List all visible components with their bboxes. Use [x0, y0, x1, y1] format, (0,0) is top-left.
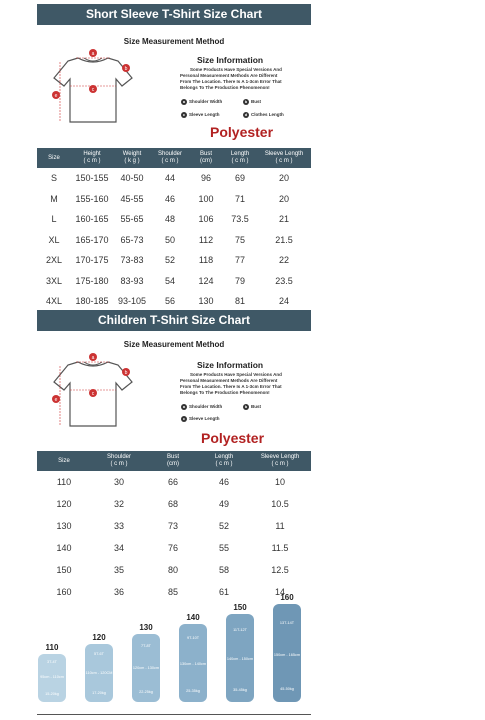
table-cell: 124 — [198, 275, 214, 286]
legend-key: c — [182, 112, 186, 117]
table-cell: 69 — [234, 173, 245, 184]
header-cell — [189, 148, 223, 168]
table-cell: 55 — [218, 543, 229, 553]
header-cell — [257, 148, 311, 168]
table-row — [37, 230, 311, 251]
info-line: Personal Measurement Methods Are Different — [180, 378, 278, 383]
table-cell: 46 — [218, 477, 229, 487]
legend-key: a — [182, 99, 186, 104]
legend-text: Shoulder Width — [189, 99, 223, 105]
header-cell — [147, 451, 199, 471]
age-bar-size: 160 — [280, 593, 294, 602]
table-cell: 21.5 — [275, 234, 293, 245]
adult-size-info-text — [180, 67, 310, 91]
table-row — [37, 189, 311, 210]
table-cell: 23.5 — [275, 275, 293, 286]
children-tshirt-diagram — [48, 350, 138, 432]
table-cell: 44 — [164, 173, 175, 184]
table-cell: 140 — [56, 543, 72, 553]
age-bar-age: 9T-10T — [186, 636, 200, 641]
table-cell: 79 — [234, 275, 245, 286]
header-cell — [37, 451, 91, 471]
age-bar-age: 13T-14T — [279, 620, 295, 625]
table-cell: 100 — [198, 193, 214, 204]
table-cell: 80 — [167, 565, 178, 575]
adult-table-header — [37, 148, 311, 168]
age-bar-age: 7T-8T — [141, 643, 151, 648]
table-cell: 34 — [113, 543, 124, 553]
age-bar-weight: 15-20kg — [45, 692, 59, 697]
children-chart-title: Children T-Shirt Size Chart — [37, 310, 311, 331]
info-line: From The Location. There Is A 1-3cm Error That — [180, 384, 282, 389]
header-unit: (cm) — [200, 158, 212, 164]
table-cell: 66 — [167, 477, 178, 487]
header-cell — [71, 148, 113, 168]
adult-legend-c — [181, 112, 220, 118]
header-label: Length — [230, 151, 250, 157]
table-cell: 30 — [113, 477, 124, 487]
age-bar-age: 11T-12T — [233, 628, 247, 633]
table-cell: 20 — [278, 173, 289, 184]
header-unit: ( c m ) — [83, 158, 101, 164]
header-unit: ( c m ) — [161, 158, 179, 164]
table-row — [37, 515, 311, 537]
age-bar — [85, 644, 113, 702]
children-legend-a — [181, 404, 222, 410]
legend-text: Shoulder Width — [189, 404, 223, 410]
table-cell: 68 — [167, 499, 178, 509]
age-bar-height: 150cm - 165cm — [273, 652, 301, 657]
table-cell: 21 — [278, 214, 289, 225]
svg-text:a: a — [91, 355, 95, 361]
header-label: Sleeve Length — [264, 151, 304, 157]
table-row — [37, 559, 311, 581]
table-cell: 73-83 — [120, 255, 144, 266]
age-bar-age: 5T-6T — [94, 651, 104, 656]
table-cell: 48 — [164, 214, 175, 225]
header-label: Shoulder — [157, 151, 183, 157]
table-cell: 120 — [56, 499, 72, 509]
children-age-height-graphic — [37, 593, 311, 710]
info-line: From The Location. There Is A 1-3cm Error That — [180, 79, 282, 84]
info-line: Some Products Have Special Versions And — [190, 372, 282, 377]
header-cell — [199, 451, 249, 471]
table-cell: 75 — [234, 234, 245, 245]
header-unit: (cm) — [167, 461, 179, 467]
header-label: Sleeve Length — [260, 454, 300, 460]
header-unit: ( c m ) — [215, 461, 233, 467]
table-cell: 11 — [275, 521, 285, 531]
table-cell: 11.5 — [271, 543, 289, 553]
table-cell: 35 — [113, 565, 124, 575]
table-row — [37, 291, 311, 312]
age-bar-size: 130 — [139, 623, 153, 632]
children-legend-c — [181, 416, 220, 422]
table-cell: 22 — [278, 255, 289, 266]
table-cell: M — [50, 193, 58, 204]
adult-tshirt-diagram — [48, 46, 138, 128]
info-line: Personal Measurement Methods Are Different — [180, 73, 278, 78]
table-cell: 85 — [167, 587, 178, 597]
table-cell: 49 — [218, 499, 229, 509]
adult-size-info-title: Size Information — [197, 55, 264, 65]
children-legend-b — [243, 404, 261, 410]
legend-key: b — [244, 404, 248, 409]
legend-text: Sleeve Length — [189, 416, 220, 422]
header-cell — [113, 148, 151, 168]
table-cell: 40-50 — [120, 173, 144, 184]
table-cell: 106 — [198, 214, 214, 225]
table-cell: 180-185 — [75, 296, 109, 307]
age-bar-weight: 45-50kg — [280, 687, 294, 692]
children-size-info-text — [180, 372, 310, 396]
table-cell: 73 — [167, 521, 178, 531]
adult-legend-a — [181, 99, 222, 105]
svg-text:e: e — [54, 397, 58, 403]
table-cell: 150-155 — [75, 173, 109, 184]
age-bar-age: 3T-4T — [47, 659, 57, 664]
children-size-table — [37, 451, 311, 603]
svg-text:a: a — [91, 51, 95, 57]
table-cell: 112 — [198, 234, 214, 245]
age-bar-size: 110 — [45, 643, 59, 652]
age-bar — [38, 654, 66, 702]
table-cell: 77 — [234, 255, 245, 266]
header-unit: ( c m ) — [110, 461, 128, 467]
table-cell: 52 — [164, 255, 175, 266]
legend-text: Bust — [251, 404, 261, 410]
table-cell: 2XL — [45, 255, 62, 266]
legend-text: Clothes Length — [251, 112, 284, 118]
table-cell: 96 — [200, 173, 211, 184]
table-cell: 160 — [56, 587, 72, 597]
info-line: Belongs To The Production Phenomenon! — [180, 390, 270, 395]
table-cell: 33 — [113, 521, 124, 531]
children-material-label: Polyester — [201, 430, 265, 446]
children-table-header — [37, 451, 311, 471]
children-measurement-method-label: Size Measurement Method — [123, 340, 225, 349]
table-cell: S — [50, 173, 57, 184]
header-label: Weight — [122, 151, 142, 157]
age-bar-height: 95cm - 110cm — [40, 675, 64, 680]
table-cell: 55-65 — [120, 214, 144, 225]
table-cell: 83-93 — [120, 275, 144, 286]
age-bar-size: 140 — [186, 613, 200, 622]
age-bar-weight: 35-45kg — [233, 688, 247, 693]
age-bar — [273, 604, 301, 702]
table-cell: 130 — [56, 521, 72, 531]
table-cell: 150 — [56, 565, 72, 575]
table-cell: L — [51, 214, 57, 225]
header-cell — [37, 148, 71, 168]
table-cell: 81 — [234, 296, 245, 307]
table-cell: 165-170 — [75, 234, 109, 245]
table-cell: 24 — [278, 296, 289, 307]
legend-key: b — [244, 99, 248, 104]
age-bar-weight: 25-35kg — [186, 689, 200, 694]
age-bar-size: 150 — [233, 603, 247, 612]
table-cell: 10 — [274, 477, 285, 487]
header-unit: ( k g ) — [124, 158, 140, 164]
header-label: Bust — [166, 454, 179, 460]
age-bar-height: 130cm - 140cm — [179, 661, 207, 666]
table-cell: 56 — [164, 296, 175, 307]
table-cell: 160-165 — [75, 214, 109, 225]
legend-key: a — [182, 404, 186, 409]
svg-text:c: c — [91, 87, 95, 93]
table-cell: XL — [48, 234, 60, 245]
table-row — [37, 209, 311, 230]
header-label: Length — [214, 454, 234, 460]
table-row — [37, 537, 311, 559]
age-bar-height: 110cm - 120CM — [85, 670, 113, 675]
svg-text:b: b — [124, 370, 128, 376]
header-label: Bust — [199, 151, 212, 157]
table-cell: 65-73 — [120, 234, 144, 245]
table-cell: 93-105 — [117, 296, 147, 307]
header-unit: ( c m ) — [271, 461, 289, 467]
adult-chart-title: Short Sleeve T-Shirt Size Chart — [37, 4, 311, 25]
table-cell: 71 — [234, 193, 245, 204]
header-label: Size — [48, 154, 60, 161]
table-row — [37, 471, 311, 493]
legend-text: Bust — [251, 99, 261, 105]
age-bar — [179, 624, 207, 702]
table-row — [37, 271, 311, 292]
age-bar-weight: 22-25kg — [139, 690, 153, 695]
svg-text:e: e — [54, 93, 58, 99]
table-cell: 10.5 — [271, 499, 289, 509]
adult-measurement-method-label: Size Measurement Method — [123, 37, 225, 46]
table-row — [37, 168, 311, 189]
table-cell: 58 — [218, 565, 229, 575]
age-bar-weight: 17-20kg — [92, 691, 106, 696]
header-label: Shoulder — [106, 454, 132, 460]
adult-material-label: Polyester — [210, 124, 274, 140]
table-cell: 12.5 — [271, 565, 289, 575]
info-line: Some Products Have Special Versions And — [190, 67, 282, 72]
age-bar — [226, 614, 254, 702]
legend-key: c — [182, 416, 186, 421]
age-bar-height: 140cm - 150cm — [226, 657, 254, 662]
legend-text: Sleeve Length — [189, 112, 220, 118]
table-row — [37, 250, 311, 271]
age-bar-size: 120 — [92, 633, 106, 642]
table-cell: 20 — [278, 193, 289, 204]
table-cell: 46 — [164, 193, 175, 204]
table-cell: 155-160 — [75, 193, 109, 204]
header-cell — [91, 451, 147, 471]
adult-legend-b — [243, 99, 261, 105]
adult-legend-d — [243, 112, 284, 118]
table-cell: 73.5 — [231, 214, 249, 225]
svg-text:b: b — [124, 66, 128, 72]
header-cell — [249, 451, 311, 471]
table-cell: 170-175 — [75, 255, 109, 266]
header-label: Size — [58, 457, 70, 464]
table-cell: 52 — [218, 521, 229, 531]
table-cell: 36 — [113, 587, 124, 597]
table-cell: 110 — [56, 477, 72, 487]
table-cell: 118 — [198, 255, 214, 266]
header-cell — [151, 148, 189, 168]
table-row — [37, 493, 311, 515]
adult-size-table — [37, 148, 311, 312]
table-cell: 175-180 — [75, 275, 109, 286]
header-label: Height — [83, 151, 101, 157]
table-cell: 4XL — [45, 296, 62, 307]
children-size-info-title: Size Information — [197, 360, 264, 370]
table-cell: 3XL — [45, 275, 62, 286]
info-line: Belongs To The Production Phenomenon! — [180, 85, 270, 90]
legend-key: d — [244, 112, 248, 117]
svg-text:c: c — [91, 391, 95, 397]
table-cell: 54 — [164, 275, 175, 286]
header-unit: ( c m ) — [275, 158, 293, 164]
table-cell: 14 — [274, 587, 285, 597]
table-cell: 45-55 — [120, 193, 144, 204]
age-bar-height: 120cm - 130cm — [132, 666, 160, 671]
age-bar — [132, 634, 160, 702]
table-cell: 61 — [218, 587, 229, 597]
table-cell: 130 — [198, 296, 214, 307]
table-cell: 32 — [113, 499, 124, 509]
table-cell: 50 — [164, 234, 175, 245]
table-cell: 76 — [167, 543, 178, 553]
header-unit: ( c m ) — [231, 158, 249, 164]
header-cell — [223, 148, 257, 168]
bottom-divider — [37, 714, 311, 715]
